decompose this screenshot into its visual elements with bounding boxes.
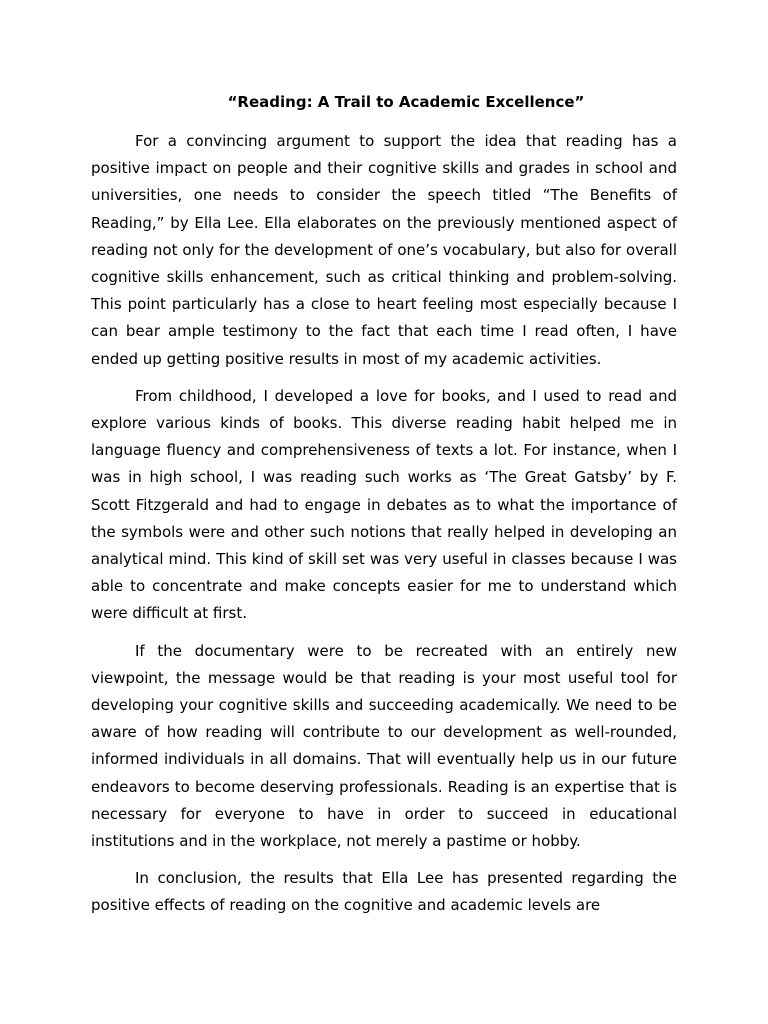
document-body [91,128,677,930]
document-title: “Reading: A Trail to Academic Excellence” [227,93,585,111]
paragraph-1: For a convincing argument to support the idea that reading has a positive impact on people and their cognitive skills and grades in school and universities, one needs to consider the speech titled “The Benefits of Reading,” by Ella Lee. Ella elaborates on the previously mentioned aspect of reading not only for the development of one’s vocabulary, but also for overall cognitive skills enhancement, such as critical thinking and problem-solving. This point particularly has a close to heart feeling most especially because I can bear ample testimony to the fact that each time I read often, I have ended up getting positive results in most of my academic activities. [91,132,677,368]
paragraph-2: From childhood, I developed a love for books, and I used to read and explore various kinds of books. This diverse reading habit helped me in language fluency and comprehensiveness of texts a lot. For instance, when I was in high school, I was reading such works as ‘The Great Gatsby’ by F. Scott Fitzgerald and had to engage in debates as to what the importance of the symbols were and other such notions that really helped in developing an analytical mind. This kind of skill set was very useful in classes because I was able to concentrate and make concepts easier for me to understand which were difficult at first. [91,386,677,623]
paragraph-4: In conclusion, the results that Ella Lee has presented regarding the positive effects of reading on the cognitive and academic levels are [91,869,677,915]
paragraph-3: If the documentary were to be recreated with an entirely new viewpoint, the message would be that reading is your most useful tool for developing your cognitive skills and succeeding academically. We need to be aware of how reading will contribute to our development as well-rounded, informed individuals in all domains. That will eventually help us in our future endeavors to become deserving professionals. Reading is an expertise that is necessary for everyone to have in order to succeed in educational institutions and in the workplace, not merely a pastime or hobby. [91,641,677,851]
